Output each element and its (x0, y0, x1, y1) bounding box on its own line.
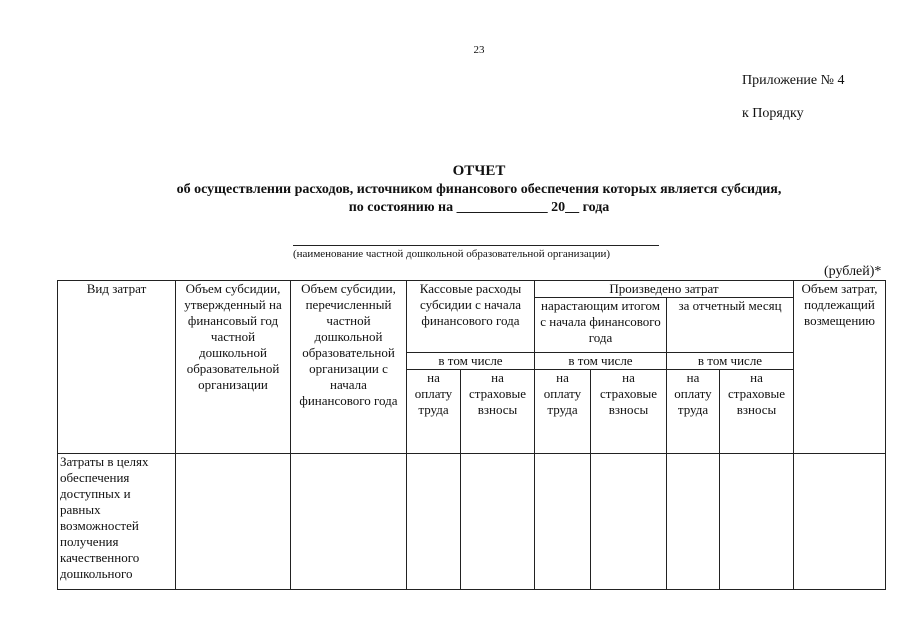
header-subsidy-approved: Объем субсидии, утвержденный на финансовый год частной дошкольной образовательной организации (176, 281, 291, 454)
header-cash-wages: на оплату труда (407, 370, 461, 454)
page-number: 23 (473, 44, 485, 56)
report-title: ОТЧЕТ (452, 163, 506, 179)
organization-name-line (293, 245, 659, 246)
appendix-title: Приложение № 4 (742, 73, 845, 88)
table-cell (667, 454, 720, 590)
header-cash-including: в том числе (407, 353, 535, 370)
table-cell (794, 454, 886, 590)
header-cumulative-insurance: на страховые взносы (591, 370, 667, 454)
header-costs-incurred: Произведено затрат (535, 281, 794, 298)
header-cumulative: нарастающим итогом с начала финансового года (535, 298, 667, 353)
table-cell (291, 454, 407, 590)
header-cumulative-including: в том числе (535, 353, 667, 370)
header-month-insurance: на страховые взносы (720, 370, 794, 454)
header-cash-insurance: на страховые взносы (461, 370, 535, 454)
header-month-wages: на оплату труда (667, 370, 720, 454)
appendix-subtitle: к Порядку (742, 106, 804, 121)
row-expense-type: Затраты в целях обеспечения доступных и равных возможностей получения качественного дошкольного (58, 454, 176, 590)
header-cumulative-wages: на оплату труда (535, 370, 591, 454)
table-cell (591, 454, 667, 590)
header-current-month: за отчетный месяц (667, 298, 794, 353)
table-cell (176, 454, 291, 590)
header-reimbursable-volume: Объем затрат, подлежащий возмещению (794, 281, 886, 454)
units-label: (рублей)* (824, 264, 882, 279)
table-cell (407, 454, 461, 590)
table-cell (535, 454, 591, 590)
report-subtitle: об осуществлении расходов, источником финансового обеспечения которых является субсидия, (176, 182, 782, 197)
report-date-line: по состоянию на _____________ 20__ года (348, 200, 610, 215)
header-expense-type: Вид затрат (58, 281, 176, 454)
table-cell (461, 454, 535, 590)
table-row (58, 454, 886, 590)
organization-caption: (наименование частной дошкольной образовательной организации) (293, 248, 611, 260)
table-cell (720, 454, 794, 590)
header-month-including: в том числе (667, 353, 794, 370)
header-subsidy-transferred: Объем субсидии, перечисленный частной дошкольной образовательной организации с начала финансового года (291, 281, 407, 454)
header-cash-expenses: Кассовые расходы субсидии с начала финансового года (407, 281, 535, 353)
report-table (57, 280, 886, 590)
